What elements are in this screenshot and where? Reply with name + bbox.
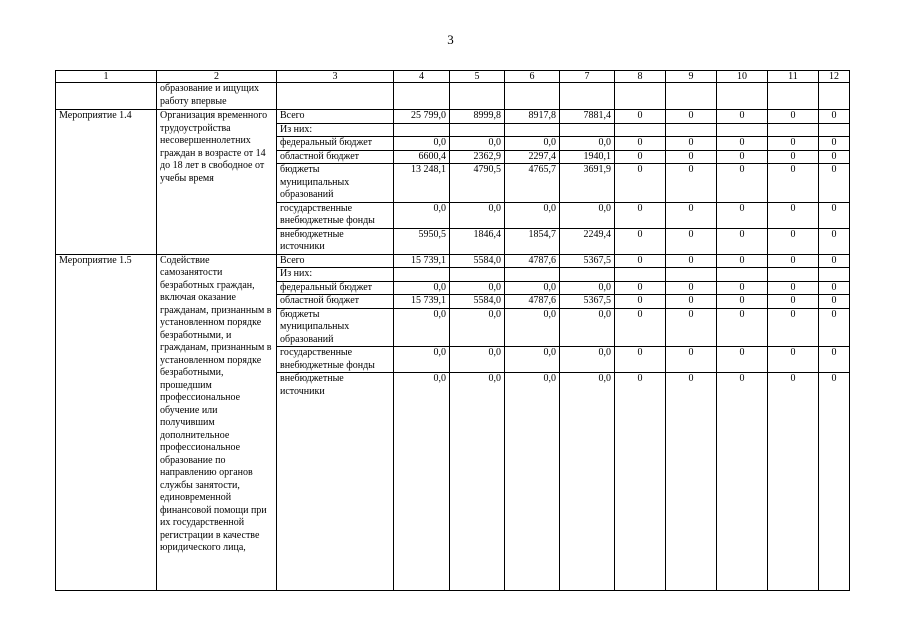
header-cell: 4 <box>394 71 450 83</box>
value-cell: 0 <box>666 254 717 268</box>
header-cell: 11 <box>768 71 819 83</box>
funding-source: Всего <box>277 254 394 268</box>
value-cell: 0 <box>717 150 768 164</box>
value-cell: 0 <box>819 150 850 164</box>
value-cell: 0 <box>666 308 717 347</box>
empty-cell <box>717 83 768 110</box>
empty-cell <box>666 83 717 110</box>
value-cell: 0 <box>819 137 850 151</box>
empty-cell <box>560 83 615 110</box>
value-cell <box>560 268 615 282</box>
value-cell: 0 <box>768 164 819 203</box>
value-cell: 1854,7 <box>505 228 560 254</box>
header-cell: 1 <box>56 71 157 83</box>
value-cell: 0 <box>666 295 717 309</box>
value-cell: 0 <box>768 202 819 228</box>
value-cell: 0,0 <box>560 373 615 591</box>
value-cell: 0,0 <box>450 347 505 373</box>
value-cell: 0 <box>819 281 850 295</box>
measure-code: Мероприятие 1.4 <box>56 110 157 255</box>
value-cell: 0 <box>717 281 768 295</box>
value-cell: 0 <box>717 308 768 347</box>
value-cell: 0 <box>666 164 717 203</box>
value-cell: 0 <box>615 164 666 203</box>
funding-source: государственные внебюджетные фонды <box>277 347 394 373</box>
value-cell: 0,0 <box>394 281 450 295</box>
value-cell <box>615 268 666 282</box>
value-cell <box>819 123 850 137</box>
value-cell: 0,0 <box>394 347 450 373</box>
value-cell: 4787,6 <box>505 295 560 309</box>
value-cell: 0 <box>666 228 717 254</box>
value-cell: 25 799,0 <box>394 110 450 124</box>
value-cell <box>666 123 717 137</box>
value-cell <box>666 268 717 282</box>
value-cell: 0,0 <box>505 281 560 295</box>
value-cell: 0 <box>717 373 768 591</box>
value-cell <box>819 268 850 282</box>
value-cell: 0 <box>768 110 819 124</box>
value-cell: 0,0 <box>560 347 615 373</box>
header-cell: 7 <box>560 71 615 83</box>
value-cell: 7881,4 <box>560 110 615 124</box>
empty-cell <box>768 83 819 110</box>
value-cell: 0,0 <box>560 137 615 151</box>
value-cell: 0 <box>615 373 666 591</box>
value-cell <box>505 268 560 282</box>
page-number: 3 <box>447 32 454 47</box>
funding-source: федеральный бюджет <box>277 281 394 295</box>
value-cell: 6600,4 <box>394 150 450 164</box>
value-cell: 0,0 <box>394 373 450 591</box>
value-cell: 0 <box>819 373 850 591</box>
value-cell: 0 <box>768 347 819 373</box>
value-cell <box>768 123 819 137</box>
header-cell: 2 <box>157 71 277 83</box>
value-cell: 0,0 <box>450 308 505 347</box>
value-cell <box>505 123 560 137</box>
value-cell: 5584,0 <box>450 254 505 268</box>
value-cell: 4790,5 <box>450 164 505 203</box>
value-cell <box>768 268 819 282</box>
measure-name: Организация временного трудоустройства несовершеннолетних граждан в возрасте от 14 до 18 лет в свободное от учебы время <box>157 110 277 255</box>
value-cell: 15 739,1 <box>394 254 450 268</box>
value-cell: 4787,6 <box>505 254 560 268</box>
value-cell: 0 <box>717 347 768 373</box>
header-cell: 8 <box>615 71 666 83</box>
value-cell: 0 <box>819 308 850 347</box>
value-cell: 0 <box>768 308 819 347</box>
value-cell: 0,0 <box>394 308 450 347</box>
value-cell: 2297,4 <box>505 150 560 164</box>
value-cell: 1846,4 <box>450 228 505 254</box>
value-cell: 0 <box>666 373 717 591</box>
value-cell: 0 <box>615 347 666 373</box>
value-cell: 8917,8 <box>505 110 560 124</box>
value-cell: 0 <box>717 295 768 309</box>
value-cell <box>394 123 450 137</box>
value-cell: 0 <box>615 228 666 254</box>
funding-source: государственные внебюджетные фонды <box>277 202 394 228</box>
value-cell: 5367,5 <box>560 254 615 268</box>
value-cell: 0,0 <box>560 202 615 228</box>
value-cell: 3691,9 <box>560 164 615 203</box>
value-cell: 0,0 <box>450 281 505 295</box>
value-cell: 0,0 <box>394 202 450 228</box>
value-cell: 0 <box>666 137 717 151</box>
value-cell: 0 <box>717 228 768 254</box>
continuation-row <box>56 83 850 110</box>
empty-cell <box>505 83 560 110</box>
value-cell <box>450 268 505 282</box>
value-cell: 0,0 <box>560 308 615 347</box>
value-cell: 0 <box>615 308 666 347</box>
value-cell: 4765,7 <box>505 164 560 203</box>
value-cell: 0 <box>666 110 717 124</box>
header-cell: 6 <box>505 71 560 83</box>
value-cell: 0 <box>717 137 768 151</box>
funding-source: федеральный бюджет <box>277 137 394 151</box>
value-cell: 0 <box>768 254 819 268</box>
value-cell: 0 <box>819 347 850 373</box>
value-cell <box>450 123 505 137</box>
value-cell <box>394 268 450 282</box>
header-cell: 12 <box>819 71 850 83</box>
value-cell: 0 <box>768 373 819 591</box>
measure-code: Мероприятие 1.5 <box>56 254 157 591</box>
value-cell: 0 <box>666 202 717 228</box>
funding-source: Из них: <box>277 123 394 137</box>
value-cell <box>717 123 768 137</box>
funding-source: Из них: <box>277 268 394 282</box>
value-cell: 0 <box>768 295 819 309</box>
value-cell: 1940,1 <box>560 150 615 164</box>
value-cell: 0,0 <box>450 373 505 591</box>
funding-source: областной бюджет <box>277 295 394 309</box>
header-cell: 3 <box>277 71 394 83</box>
budget-table <box>55 70 850 591</box>
table-row <box>56 254 850 268</box>
value-cell: 0 <box>717 254 768 268</box>
value-cell: 0 <box>768 281 819 295</box>
value-cell: 0 <box>819 202 850 228</box>
value-cell: 0 <box>819 164 850 203</box>
value-cell: 8999,8 <box>450 110 505 124</box>
value-cell: 0 <box>819 254 850 268</box>
value-cell: 0 <box>666 150 717 164</box>
value-cell <box>560 123 615 137</box>
empty-cell <box>819 83 850 110</box>
value-cell: 0 <box>819 295 850 309</box>
value-cell: 15 739,1 <box>394 295 450 309</box>
value-cell: 0 <box>615 137 666 151</box>
value-cell: 0 <box>768 228 819 254</box>
header-cell: 10 <box>717 71 768 83</box>
value-cell: 0 <box>768 137 819 151</box>
value-cell: 2249,4 <box>560 228 615 254</box>
continuation-code <box>56 83 157 110</box>
empty-cell <box>394 83 450 110</box>
header-cell: 9 <box>666 71 717 83</box>
value-cell: 2362,9 <box>450 150 505 164</box>
value-cell: 0,0 <box>505 137 560 151</box>
value-cell: 0 <box>717 202 768 228</box>
value-cell: 0,0 <box>505 373 560 591</box>
value-cell: 0,0 <box>450 202 505 228</box>
value-cell: 0,0 <box>394 137 450 151</box>
funding-source: бюджеты муниципальных образований <box>277 308 394 347</box>
value-cell: 13 248,1 <box>394 164 450 203</box>
funding-source: Всего <box>277 110 394 124</box>
funding-source: бюджеты муниципальных образований <box>277 164 394 203</box>
value-cell: 0 <box>615 110 666 124</box>
value-cell: 0,0 <box>505 347 560 373</box>
value-cell <box>717 268 768 282</box>
header-row <box>56 71 850 83</box>
value-cell: 0 <box>666 347 717 373</box>
value-cell: 0 <box>615 295 666 309</box>
value-cell: 0 <box>615 281 666 295</box>
value-cell: 0 <box>768 150 819 164</box>
value-cell: 5950,5 <box>394 228 450 254</box>
continuation-name: образование и ищущих работу впервые <box>157 83 277 110</box>
empty-cell <box>615 83 666 110</box>
table-row <box>56 110 850 124</box>
measure-name: Содействие самозанятости безработных граждан, включая оказание гражданам, признанным в установленном порядке безработными, и гражданам, признанным в установленном порядке безработными, прошедшим профессиональное обучение или получившим дополнительное профессиональное образование по направлению органов службы занятости, единовременной финансовой помощи при их государственной регистрации в качестве юридического лица, <box>157 254 277 591</box>
value-cell: 0,0 <box>505 202 560 228</box>
value-cell: 0 <box>615 254 666 268</box>
value-cell: 0 <box>819 110 850 124</box>
empty-cell <box>450 83 505 110</box>
value-cell: 0 <box>717 164 768 203</box>
value-cell: 0,0 <box>560 281 615 295</box>
funding-source: внебюджетные источники <box>277 373 394 591</box>
empty-cell <box>277 83 394 110</box>
value-cell: 0 <box>666 281 717 295</box>
value-cell: 0 <box>717 110 768 124</box>
funding-source: областной бюджет <box>277 150 394 164</box>
value-cell: 0 <box>615 202 666 228</box>
value-cell: 0 <box>819 228 850 254</box>
value-cell <box>615 123 666 137</box>
value-cell: 0,0 <box>450 137 505 151</box>
value-cell: 5367,5 <box>560 295 615 309</box>
value-cell: 0,0 <box>505 308 560 347</box>
table-body <box>56 83 850 591</box>
value-cell: 5584,0 <box>450 295 505 309</box>
header-cell: 5 <box>450 71 505 83</box>
funding-source: внебюджетные источники <box>277 228 394 254</box>
value-cell: 0 <box>615 150 666 164</box>
